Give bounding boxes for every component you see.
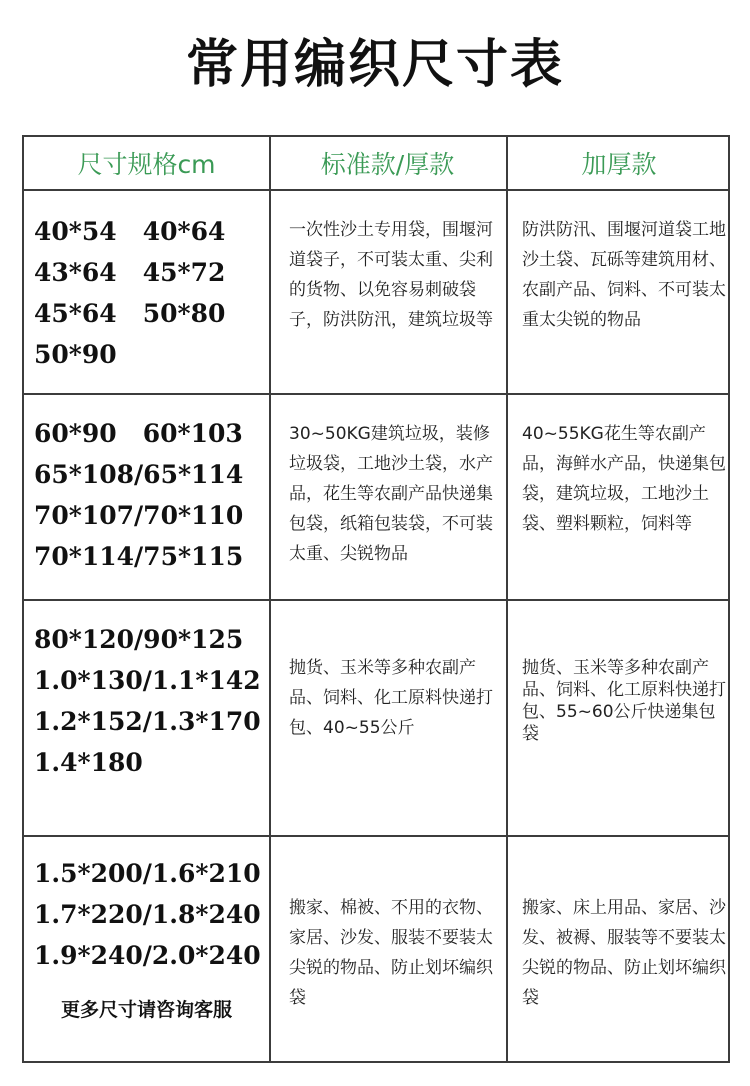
row-standard-desc: 一次性沙土专用袋，围堰河道袋子，不可装太重、尖利的货物、以免容易刺破袋子，防洪防汛，建筑垃圾等	[289, 220, 493, 330]
row-sizes: 40*54 40*64 43*64 45*72 45*64 50*80 50*90	[34, 217, 226, 369]
row-divider	[24, 393, 728, 395]
size-table	[22, 135, 730, 1063]
page-title: 常用编织尺寸表	[185, 35, 564, 95]
row-divider	[24, 835, 728, 837]
row-divider	[24, 599, 728, 601]
header-standard: 标准款/厚款	[320, 150, 455, 179]
row-sizes: 60*90 60*103 65*108/65*114 70*107/70*110 70*114/75*115	[34, 419, 244, 571]
header-size-spec: 尺寸规格cm	[77, 150, 216, 179]
header-thick: 加厚款	[581, 150, 657, 179]
row-sizes: 1.5*200/1.6*210 1.7*220/1.8*240 1.9*240/2.0*240	[34, 859, 261, 970]
row-standard-desc: 抛货、玉米等多种农副产品、饲料、化工原料快递打包、40~55公斤	[289, 658, 493, 738]
more-sizes-note: 更多尺寸请咨询客服	[60, 999, 232, 1021]
row-divider	[24, 189, 728, 191]
row-sizes: 80*120/90*125 1.0*130/1.1*142 1.2*152/1.3*170 1.4*180	[34, 625, 261, 777]
row-standard-desc: 30~50KG建筑垃圾，装修垃圾袋，工地沙土袋，水产品，花生等农副产品快递集包袋，纸箱包装袋，不可装太重、尖锐物品	[289, 424, 493, 564]
row-standard-desc: 搬家、棉被、不用的衣物、家居、沙发、服装不要装太尖锐的物品、防止划坏编织袋	[289, 898, 493, 1008]
row-thick-desc: 40~55KG花生等农副产品，海鲜水产品，快递集包袋，建筑垃圾，工地沙土袋、塑料颗粒，饲料等	[522, 424, 726, 534]
row-thick-desc: 搬家、床上用品、家居、沙发、被褥、服装等不要装太尖锐的物品、防止划坏编织袋	[522, 898, 726, 1008]
row-thick-desc: 防洪防汛、围堰河道袋工地沙土袋、瓦砾等建筑用材、农副产品、饲料、不可装太重太尖锐的物品	[522, 220, 726, 330]
row-thick-desc: 抛货、玉米等多种农副产品、饲料、化工原料快递打包、55~60公斤快递集包袋	[522, 658, 726, 744]
